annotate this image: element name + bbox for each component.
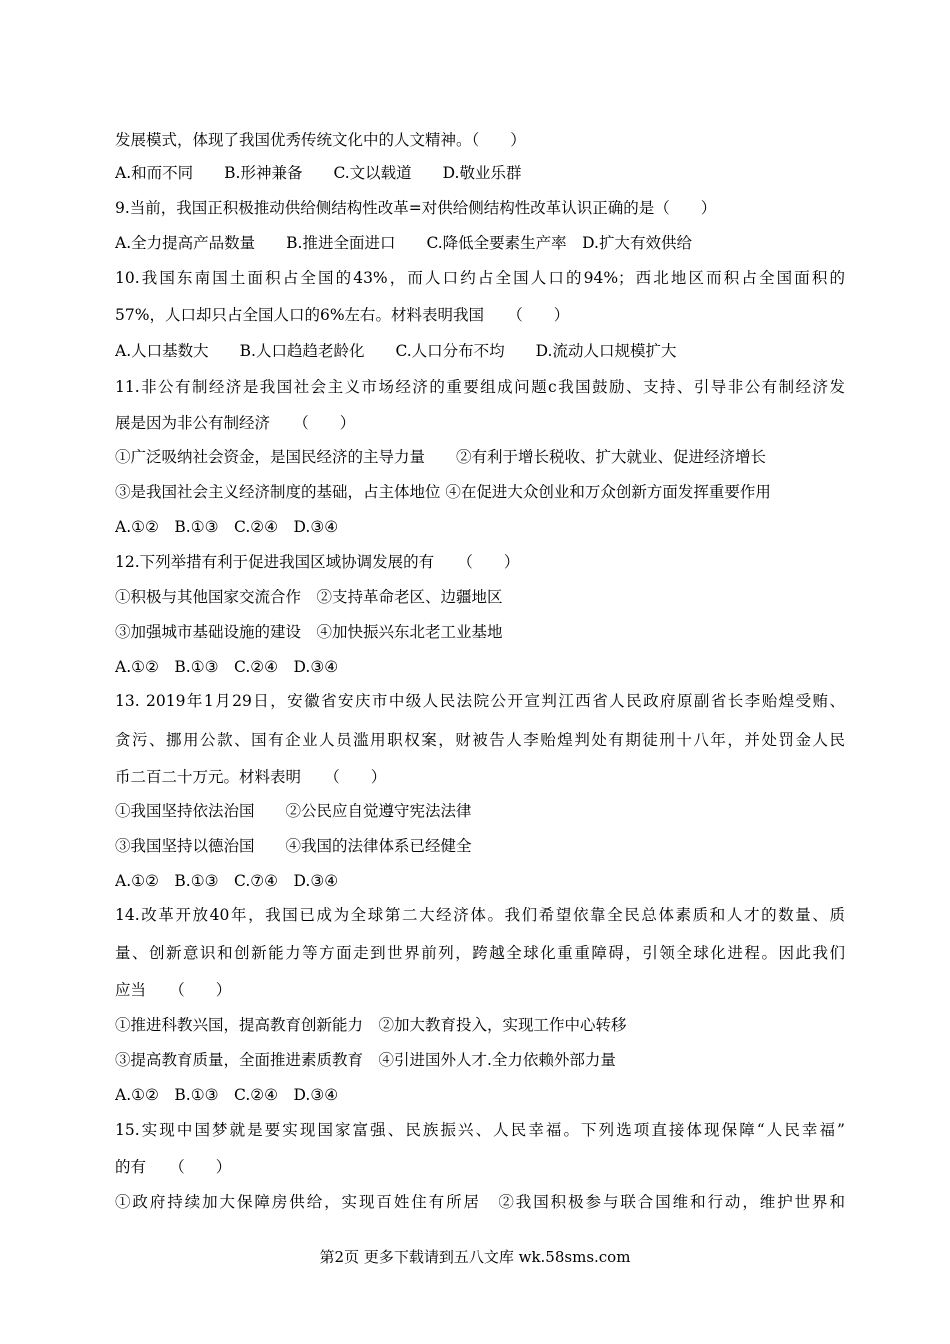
text-line: 57%，人口却只占全国人口的6%左右。材料表明我国 （ ） <box>115 306 570 324</box>
text-line: ①政府持续加大保障房供给，实现百姓住有所居 ②我国积极参与联合国维和行动，维护世界和 <box>115 1193 845 1211</box>
text-line: 贪污、挪用公款、国有企业人员滥用职权案，财被告人李贻煌判处有期徒刑十八年，并处罚金人民 <box>115 731 845 749</box>
text-line: ③我国坚持以德治国 ④我国的法律体系已经健全 <box>115 837 472 855</box>
text-line: A.①② B.①③ C.②④ D.③④ <box>115 658 339 676</box>
text-line: A.人口基数大 B.人口趋趋老龄化 C.人口分布不均 D.流动人口规模扩大 <box>115 342 677 360</box>
text-line: 的有 （ ） <box>115 1158 232 1176</box>
text-line: ①积极与其他国家交流合作 ②支持革命老区、边疆地区 <box>115 588 503 606</box>
text-line: 15.实现中国梦就是要实现国家富强、民族振兴、人民幸福。下列选项直接体现保障“人民幸福” <box>115 1121 845 1139</box>
text-line: 11.非公有制经济是我国社会主义市场经济的重要组成问题c我国鼓励、支持、引导非公有制经济发 <box>115 378 845 396</box>
text-line: ①广泛吸纳社会资金，是国民经济的主导力量 ②有利于增长税收、扩大就业、促进经济增长 <box>115 448 767 466</box>
text-line: 应当 （ ） <box>115 981 232 999</box>
text-line: 13. 2019年1月29日，安徽省安庆市中级人民法院公开宣判江西省人民政府原副省长李贻煌受贿、 <box>115 692 845 710</box>
text-line: 币二百二十万元。材料表明 （ ） <box>115 768 387 786</box>
text-line: 9.当前，我国正积极推动供给侧结构性改革=对供给侧结构性改革认识正确的是（ ） <box>115 199 717 217</box>
text-line: A.①② B.①③ C.②④ D.③④ <box>115 1086 339 1104</box>
text-line: 发展模式，体现了我国优秀传统文化中的人文精神。（ ） <box>115 131 526 149</box>
text-line: 10.我国东南国土面积占全国的43%，而人口约占全国人口的94%；西北地区而积占全国面积的 <box>115 269 845 287</box>
text-line: A.全力提高产品数量 B.推进全面进口 C.降低全要素生产率 D.扩大有效供给 <box>115 234 692 252</box>
text-line: ③加强城市基础设施的建设 ④加快振兴东北老工业基地 <box>115 623 503 641</box>
text-line: 展是因为非公有制经济 （ ） <box>115 414 356 432</box>
text-line: A.和而不同 B.形神兼备 C.文以载道 D.敬业乐群 <box>115 164 522 182</box>
text-line: 12.下列举措有利于促进我国区域协调发展的有 （ ） <box>115 553 520 571</box>
text-line: A.①② B.①③ C.⑦④ D.③④ <box>115 872 339 890</box>
text-line: ③提高教育质量，全面推进素质教育 ④引进国外人才.全力依赖外部力量 <box>115 1051 616 1069</box>
text-line: ①我国坚持依法治国 ②公民应自觉遵守宪法法律 <box>115 802 472 820</box>
text-line: A.①② B.①③ C.②④ D.③④ <box>115 518 339 536</box>
text-line: ③是我国社会主义经济制度的基础，占主体地位 ④在促进大众创业和万众创新方面发挥重要作用 <box>115 483 771 501</box>
text-line: 量、创新意识和创新能力等方面走到世界前列，跨越全球化重重障碍，引领全球化进程。因此我们 <box>115 944 845 962</box>
text-line: ①推进科教兴国，提高教育创新能力 ②加大教育投入，实现工作中心转移 <box>115 1016 627 1034</box>
text-line: 14.改革开放40年，我国已成为全球第二大经济体。我们希望依靠全民总体素质和人才的数量、质 <box>115 906 845 924</box>
page-footer: 第2页 更多下载请到五八文库 wk.58sms.com <box>319 1248 631 1266</box>
